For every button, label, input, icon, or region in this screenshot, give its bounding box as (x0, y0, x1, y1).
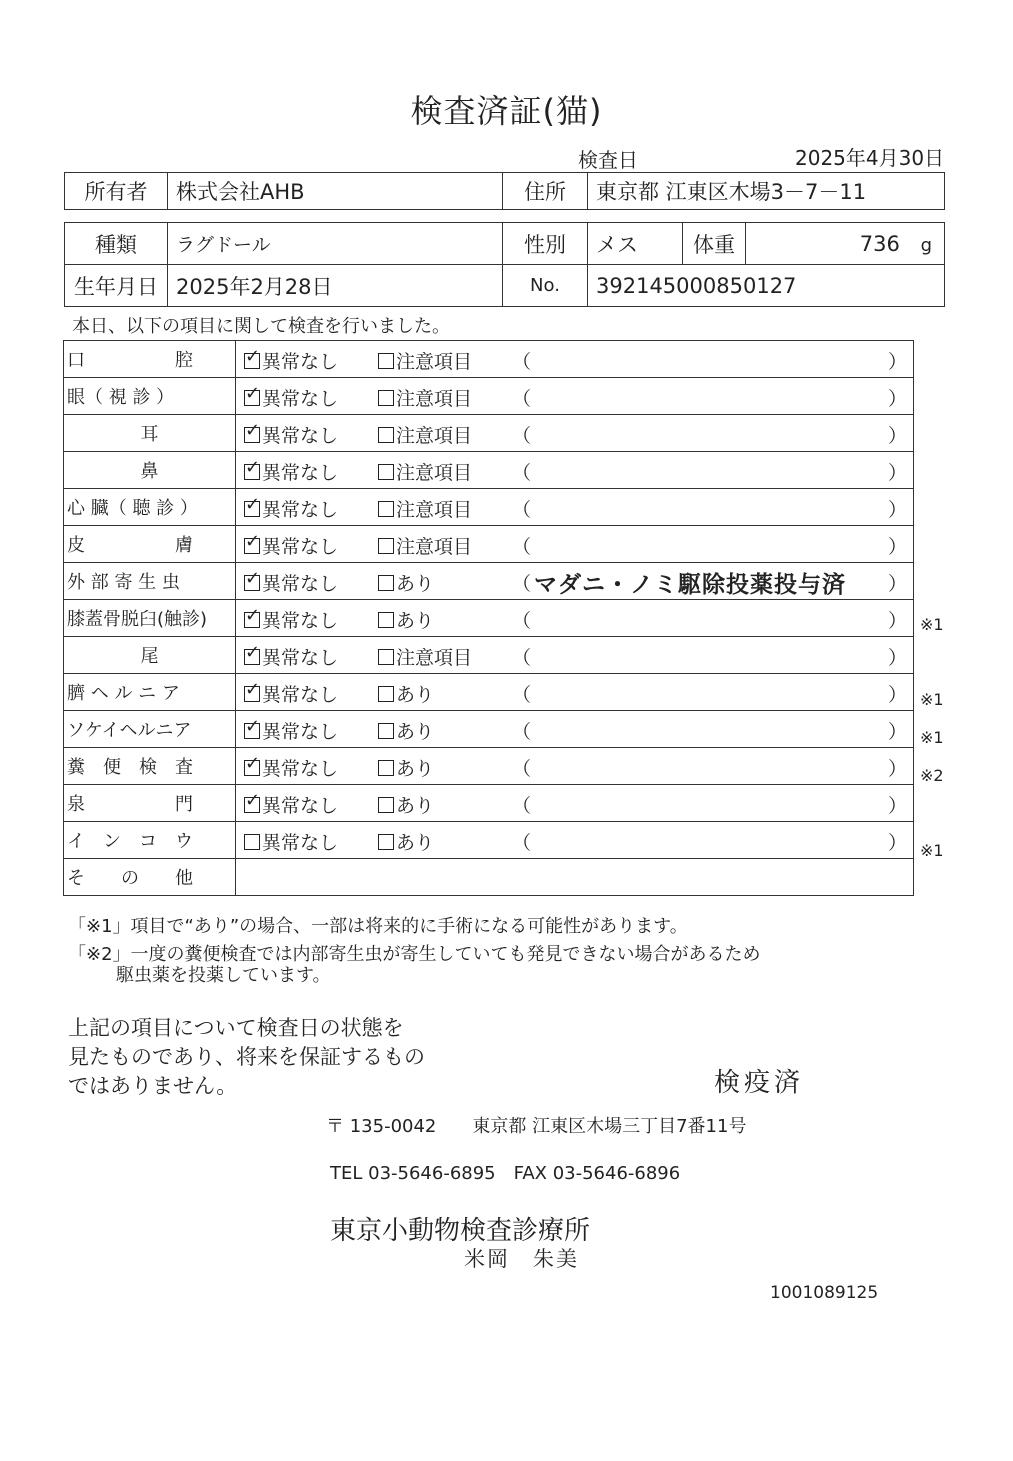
other-option-label: 注意項目 (396, 499, 473, 521)
other-option[interactable] (378, 532, 472, 559)
paren-close: ） (887, 684, 907, 706)
paren-open: （ (512, 610, 532, 632)
other-option-label: 注意項目 (396, 351, 473, 373)
exam-item-name (64, 341, 236, 378)
no-value: 392145000850127 (588, 265, 945, 307)
weight-cell (746, 223, 945, 265)
checked-checkbox-icon[interactable] (244, 649, 260, 665)
exam-item-name (64, 600, 236, 637)
checked-checkbox-icon[interactable] (244, 427, 260, 443)
clinic-name: 東京小動物検査診療所 (330, 1216, 591, 1246)
exam-date-label: 検査日 (578, 148, 638, 172)
paren-close: ） (887, 721, 907, 743)
paren-open: （ (512, 758, 532, 780)
normal-option[interactable] (244, 458, 338, 485)
footnote-mark: ※1 (920, 728, 944, 747)
exam-item-label: 皮 膚 (67, 535, 193, 556)
paren-open: （ (512, 647, 532, 669)
normal-option[interactable] (244, 828, 338, 855)
paren-close: ） (887, 536, 907, 558)
other-option[interactable] (378, 606, 434, 633)
checked-checkbox-icon[interactable] (244, 686, 260, 702)
exam-item-name (64, 415, 236, 452)
exam-result-cell (236, 859, 914, 896)
paren-open: （ (512, 499, 532, 521)
sex-value: メス (588, 223, 683, 265)
other-option-label: あり (396, 758, 435, 780)
paren-close: ） (887, 499, 907, 521)
exam-row (64, 711, 914, 748)
paren-open: （ (512, 388, 532, 410)
normal-option-label: 異常なし (262, 795, 339, 817)
checkbox-icon[interactable] (378, 760, 394, 776)
other-option[interactable] (378, 458, 472, 485)
other-option-label: あり (396, 610, 435, 632)
checkbox-icon[interactable] (378, 538, 394, 554)
normal-option-label: 異常なし (262, 684, 339, 706)
exam-item-label: 糞 便 検 査 (67, 757, 193, 778)
exam-row (64, 674, 914, 711)
exam-result-cell (236, 526, 914, 563)
quarantine-done-stamp: 検疫済 (714, 1068, 805, 1098)
paren-open: （ (512, 425, 532, 447)
normal-option[interactable] (244, 532, 338, 559)
other-option-label: あり (396, 795, 435, 817)
checkbox-icon[interactable] (378, 797, 394, 813)
exam-item-name (64, 785, 236, 822)
paren-close: ） (887, 388, 907, 410)
normal-option-label: 異常なし (262, 462, 339, 484)
weight-unit: g (920, 234, 932, 256)
footnote-mark: ※1 (920, 841, 944, 861)
checked-checkbox-icon[interactable] (244, 612, 260, 628)
address-label: 住所 (503, 173, 588, 210)
exam-item-label: ソケイヘルニア (67, 720, 192, 741)
exam-item-label: 口 腔 (67, 350, 193, 371)
exam-item-name (64, 859, 236, 896)
other-option[interactable] (378, 569, 434, 596)
exam-row (64, 378, 914, 415)
checked-checkbox-icon[interactable] (244, 797, 260, 813)
other-option-label: あり (396, 721, 435, 743)
paren-close: ） (887, 832, 907, 854)
exam-item-name (64, 563, 236, 600)
exam-item-name (64, 378, 236, 415)
normal-option-label: 異常なし (262, 721, 339, 743)
exam-row (64, 600, 914, 637)
exam-row (64, 452, 914, 489)
exam-row (64, 637, 914, 674)
exam-result-cell (236, 637, 914, 674)
pet-info-table (64, 222, 945, 307)
exam-item-label: 臍 ヘ ル ニ ア (67, 683, 180, 704)
checked-checkbox-icon[interactable] (244, 353, 260, 369)
normal-option[interactable] (244, 384, 338, 411)
exam-row (64, 859, 914, 896)
exam-result-cell (236, 378, 914, 415)
exam-result-cell (236, 785, 914, 822)
exam-item-label: 膝蓋骨脱臼(触診) (67, 609, 208, 630)
exam-result-cell (236, 748, 914, 785)
checked-checkbox-icon[interactable] (244, 538, 260, 554)
exam-item-label: 外 部 寄 生 虫 (67, 572, 180, 593)
other-option-label: 注意項目 (396, 388, 473, 410)
breed-label: 種類 (65, 223, 168, 265)
paren-open: （ (512, 684, 532, 706)
statement-line: 見たものであり、将来を保証するもの (68, 1045, 425, 1069)
checkbox-icon[interactable] (378, 390, 394, 406)
footnote-mark: ※1 (920, 614, 944, 634)
exam-result-cell (236, 452, 914, 489)
normal-option[interactable] (244, 754, 338, 781)
other-option[interactable] (378, 347, 472, 374)
checkbox-icon[interactable] (378, 723, 394, 739)
other-option-label: あり (396, 573, 435, 595)
normal-option-label: 異常なし (262, 573, 339, 595)
normal-option[interactable] (244, 569, 338, 596)
paren-close: ） (887, 425, 907, 447)
paren-open: （ (512, 795, 532, 817)
exam-item-label: イ ン コ ウ (67, 831, 193, 852)
clinic-tel-fax: TEL 03-5646-6895 FAX 03-5646-6896 (330, 1163, 681, 1184)
normal-option[interactable] (244, 680, 338, 707)
intro-text: 本日、以下の項目に関して検査を行いました。 (72, 316, 450, 337)
sex-label: 性別 (503, 223, 588, 265)
checked-checkbox-icon[interactable] (244, 390, 260, 406)
exam-item-label: 泉 門 (67, 794, 193, 815)
normal-option[interactable] (244, 421, 338, 448)
owner-table (64, 172, 945, 210)
exam-result-cell (236, 600, 914, 637)
birth-value: 2025年2月28日 (168, 265, 503, 307)
normal-option-label: 異常なし (262, 351, 339, 373)
other-option-label: 注意項目 (396, 647, 473, 669)
footnote-2-line1: 「※2」一度の糞便検査では内部寄生虫が寄生していても発見できない場合があるため (68, 944, 761, 965)
exam-row (64, 489, 914, 526)
checkbox-icon[interactable] (244, 834, 260, 850)
normal-option[interactable] (244, 347, 338, 374)
checkbox-icon[interactable] (378, 834, 394, 850)
other-option-label: 注意項目 (396, 536, 473, 558)
checkbox-icon[interactable] (378, 353, 394, 369)
document-title: 検査済証(猫) (410, 92, 603, 130)
normal-option-label: 異常なし (262, 499, 339, 521)
exam-table (63, 340, 914, 896)
other-option[interactable] (378, 421, 472, 448)
exam-row (64, 785, 914, 822)
clinic-person: 米岡 朱美 (464, 1247, 579, 1271)
statement-line: ではありません。 (68, 1074, 238, 1098)
exam-result-cell (236, 415, 914, 452)
checked-checkbox-icon[interactable] (244, 501, 260, 517)
normal-option-label: 異常なし (262, 388, 339, 410)
exam-row (64, 822, 914, 859)
exam-item-name (64, 711, 236, 748)
footnote-mark: ※1 (920, 690, 944, 710)
checked-checkbox-icon[interactable] (244, 723, 260, 739)
exam-row (64, 748, 914, 785)
checkbox-icon[interactable] (378, 501, 394, 517)
statement-line: 上記の項目について検査日の状態を (68, 1016, 404, 1040)
exam-item-label: 心 臓（ 聴 診 ） (67, 498, 198, 519)
exam-row (64, 526, 914, 563)
exam-note: マダニ・ノミ駆除投薬投与済 (534, 572, 846, 598)
exam-row (64, 415, 914, 452)
clinic-address: 〒 135-0042 東京都 江東区木場三丁目7番11号 (326, 1116, 747, 1137)
paren-close: ） (887, 351, 907, 373)
other-option[interactable] (378, 384, 472, 411)
exam-result-cell (236, 489, 914, 526)
exam-result-cell (236, 822, 914, 859)
normal-option-label: 異常なし (262, 536, 339, 558)
paren-open: （ (512, 536, 532, 558)
exam-item-name (64, 674, 236, 711)
exam-result-cell (236, 341, 914, 378)
other-option[interactable] (378, 495, 472, 522)
normal-option[interactable] (244, 495, 338, 522)
exam-item-label: 鼻 (140, 461, 159, 482)
footnote-2-line2: 駆虫薬を投薬しています。 (116, 965, 331, 986)
paren-open: （ (512, 573, 532, 595)
other-option[interactable] (378, 643, 472, 670)
paren-close: ） (887, 795, 907, 817)
checkbox-icon[interactable] (378, 686, 394, 702)
paren-close: ） (887, 462, 907, 484)
other-option-label: 注意項目 (396, 462, 473, 484)
exam-item-name (64, 748, 236, 785)
checkbox-icon[interactable] (378, 464, 394, 480)
exam-result-cell (236, 674, 914, 711)
other-option-label: あり (396, 832, 435, 854)
no-label: No. (503, 265, 588, 307)
exam-item-label: 耳 (140, 424, 159, 445)
paren-open: （ (512, 462, 532, 484)
document-code: 1001089125 (770, 1283, 879, 1303)
owner-value: 株式会社AHB (168, 173, 503, 210)
normal-option-label: 異常なし (262, 425, 339, 447)
exam-item-name (64, 526, 236, 563)
other-option[interactable] (378, 828, 434, 855)
other-option[interactable] (378, 754, 434, 781)
paren-open: （ (512, 832, 532, 854)
normal-option-label: 異常なし (262, 610, 339, 632)
normal-option[interactable] (244, 606, 338, 633)
normal-option-label: 異常なし (262, 832, 339, 854)
paren-open: （ (512, 721, 532, 743)
statement (68, 1014, 425, 1101)
footnote-mark: ※2 (920, 765, 944, 785)
exam-item-name (64, 637, 236, 674)
exam-item-name (64, 822, 236, 859)
other-option[interactable] (378, 717, 434, 744)
checkbox-icon[interactable] (378, 649, 394, 665)
exam-item-name (64, 452, 236, 489)
exam-row (64, 341, 914, 378)
checkbox-icon[interactable] (378, 427, 394, 443)
paren-close: ） (887, 758, 907, 780)
paren-close: ） (887, 610, 907, 632)
paren-close: ） (887, 647, 907, 669)
address-value: 東京都 江東区木場3－7－11 (588, 173, 945, 210)
exam-result-cell (236, 711, 914, 748)
normal-option-label: 異常なし (262, 647, 339, 669)
normal-option[interactable] (244, 643, 338, 670)
exam-item-label: そ の 他 (67, 868, 193, 889)
checked-checkbox-icon[interactable] (244, 575, 260, 591)
paren-open: （ (512, 351, 532, 373)
exam-item-name (64, 489, 236, 526)
normal-option[interactable] (244, 717, 338, 744)
other-option[interactable] (378, 791, 434, 818)
exam-row (64, 563, 914, 600)
exam-item-label: 尾 (140, 646, 159, 667)
breed-value: ラグドール (168, 223, 503, 265)
paren-close: ） (887, 573, 907, 595)
checkbox-icon[interactable] (378, 575, 394, 591)
checkbox-icon[interactable] (378, 612, 394, 628)
footnote-1: 「※1」項目で“あり”の場合、一部は将来的に手術になる可能性があります。 (68, 916, 688, 937)
exam-item-label: 眼（ 視 診 ） (67, 387, 175, 408)
weight-label: 体重 (683, 223, 746, 265)
other-option[interactable] (378, 680, 434, 707)
checked-checkbox-icon[interactable] (244, 464, 260, 480)
owner-label: 所有者 (65, 173, 168, 210)
exam-date: 2025年4月30日 (795, 146, 945, 170)
other-option-label: あり (396, 684, 435, 706)
weight-value: 736 (859, 231, 900, 256)
other-option-label: 注意項目 (396, 425, 473, 447)
normal-option-label: 異常なし (262, 758, 339, 780)
normal-option[interactable] (244, 791, 338, 818)
checked-checkbox-icon[interactable] (244, 760, 260, 776)
exam-result-cell (236, 563, 914, 600)
birth-label: 生年月日 (65, 265, 168, 307)
